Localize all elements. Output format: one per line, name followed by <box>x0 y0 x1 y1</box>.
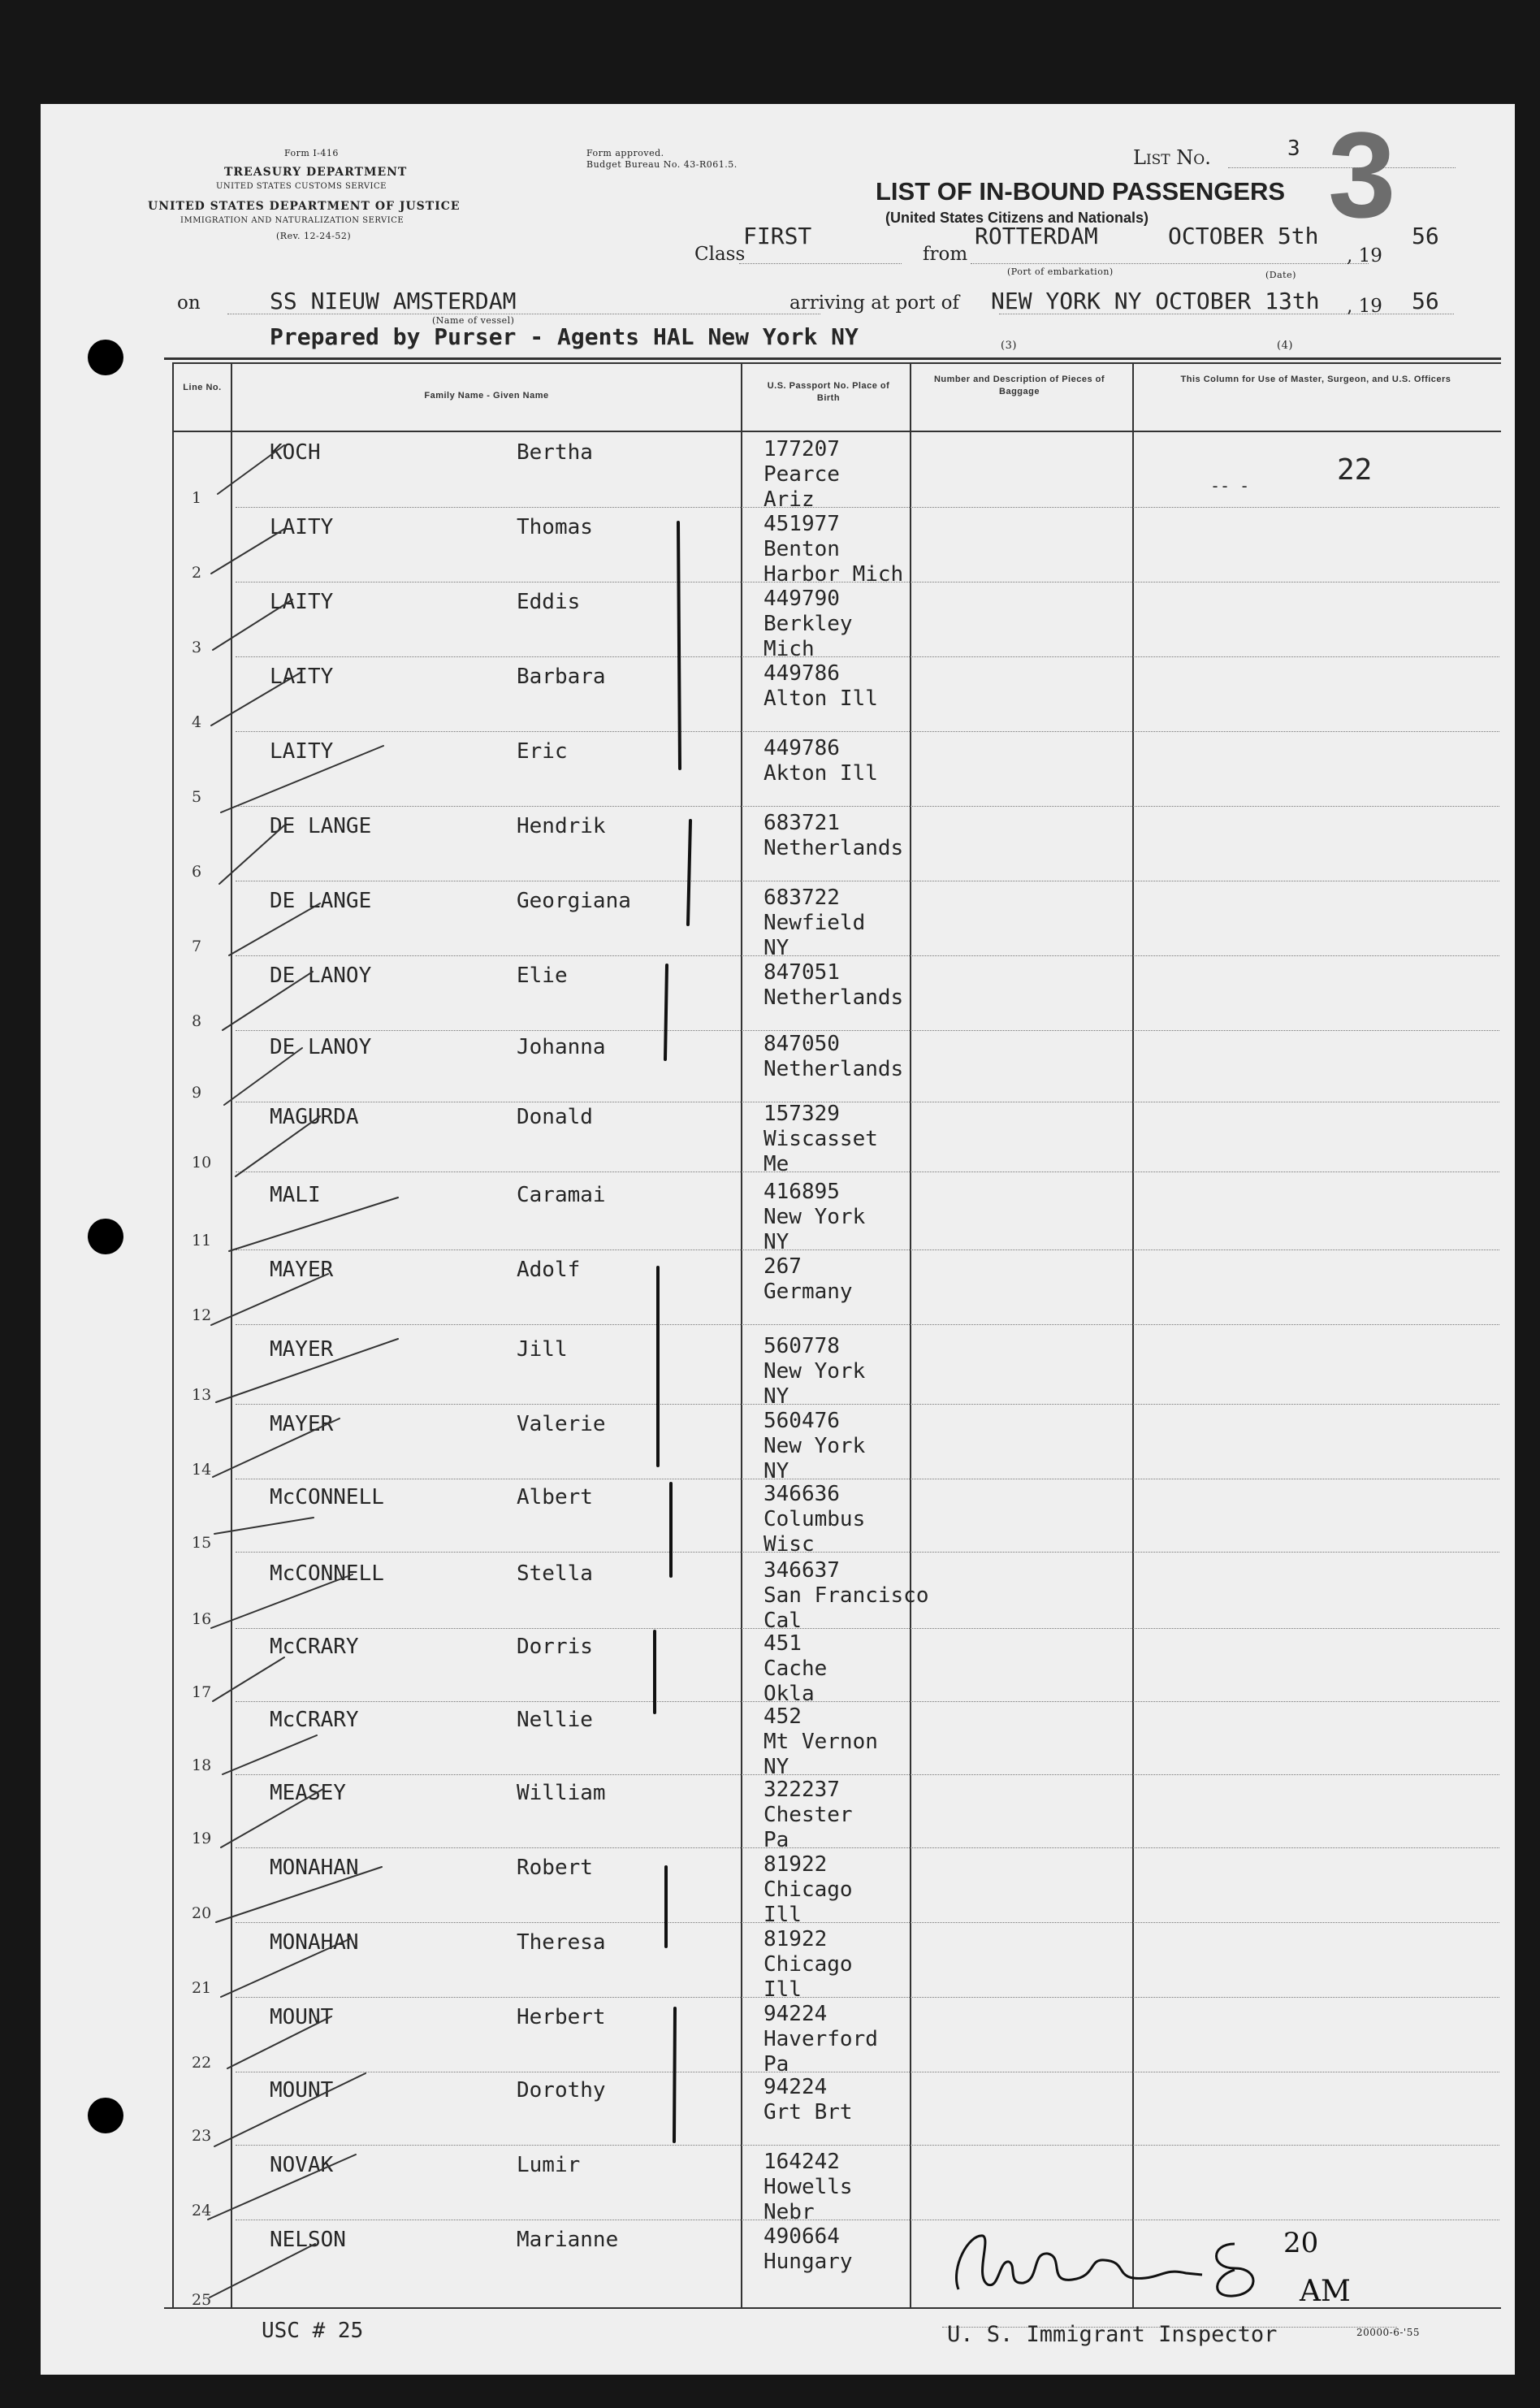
justice-dept: UNITED STATES DEPARTMENT OF JUSTICE <box>148 200 461 213</box>
col-officers: This Column for Use of Master, Surgeon, and U.S. Officers <box>1180 375 1451 384</box>
officer-note: 22 <box>1337 453 1373 487</box>
binder-hole <box>88 1219 123 1254</box>
passport-birthplace: 81922 Chicago Ill <box>764 1852 853 1927</box>
class-value: FIRST <box>743 223 812 249</box>
line-number: 22 <box>192 2054 212 2072</box>
line-number: 18 <box>192 1756 212 1774</box>
date-value: OCTOBER 5th <box>1168 223 1319 249</box>
given-name: Lumir <box>517 2153 581 2177</box>
check-marks <box>208 445 398 2298</box>
inspector-signature <box>942 2211 1365 2309</box>
family-name: LAITY <box>270 665 334 689</box>
line-number: 23 <box>192 2127 212 2145</box>
family-name: MOUNT <box>270 2005 334 2029</box>
passport-birthplace: 157329 Wiscasset Me <box>764 1102 878 1176</box>
passenger-list-page <box>41 104 1515 2375</box>
passport-birthplace: 847051 Netherlands <box>764 960 904 1010</box>
budget-bureau: Budget Bureau No. 43-R061.5. <box>586 159 738 170</box>
ins-service: IMMIGRATION AND NATURALIZATION SERVICE <box>180 216 404 225</box>
family-name: MAYER <box>270 1258 334 1282</box>
family-name: MOUNT <box>270 2078 334 2103</box>
passport-birthplace: 322237 Chester Pa <box>764 1778 853 1852</box>
given-name: William <box>517 1781 606 1805</box>
line-number: 2 <box>192 564 202 582</box>
line-number: 20 <box>192 1904 212 1922</box>
family-name: McCRARY <box>270 1708 359 1732</box>
family-name: LAITY <box>270 739 334 764</box>
on-label: on <box>177 292 201 314</box>
given-name: Robert <box>517 1856 593 1880</box>
col3-number: (3) <box>1001 340 1017 352</box>
family-name: MAYER <box>270 1412 334 1436</box>
family-name: LAITY <box>270 590 334 614</box>
family-name: NOVAK <box>270 2153 334 2177</box>
form-number: Form I-416 <box>284 148 339 158</box>
line-number: 8 <box>192 1012 202 1030</box>
line-number: 6 <box>192 863 202 881</box>
line-number: 13 <box>192 1386 212 1404</box>
passport-birthplace: 416895 New York NY <box>764 1180 866 1254</box>
line-number: 3 <box>192 639 202 656</box>
family-name: DE LANGE <box>270 814 372 838</box>
given-name: Caramai <box>517 1183 606 1207</box>
family-name: McCRARY <box>270 1635 359 1659</box>
form-subtitle: (United States Citizens and Nationals) <box>885 210 1149 226</box>
given-name: Bertha <box>517 440 593 465</box>
passport-birthplace: 94224 Grt Brt <box>764 2075 853 2124</box>
given-name: Johanna <box>517 1035 606 1059</box>
given-name: Nellie <box>517 1708 593 1732</box>
family-name: MAYER <box>270 1337 334 1362</box>
passport-birthplace: 346637 San Francisco Cal <box>764 1558 929 1633</box>
binder-hole <box>88 340 123 375</box>
given-name: Dorris <box>517 1635 593 1659</box>
line-number: 19 <box>192 1830 212 1847</box>
arrival-year-prefix: , 19 <box>1347 296 1382 317</box>
form-approved: Form approved. <box>586 148 664 158</box>
class-label: Class <box>694 244 746 265</box>
arrival-value: NEW YORK NY OCTOBER 13th <box>991 288 1320 314</box>
line-number: 25 <box>192 2291 212 2309</box>
form-title: LIST OF IN-BOUND PASSENGERS <box>876 177 1286 206</box>
inspector-label: U. S. Immigrant Inspector <box>947 2322 1278 2347</box>
from-value: ROTTERDAM <box>975 223 1098 249</box>
customs-service: UNITED STATES CUSTOMS SERVICE <box>216 182 387 191</box>
family-name: DE LANGE <box>270 889 372 913</box>
passport-birthplace: 847050 Netherlands <box>764 1032 904 1081</box>
vessel-name: SS NIEUW AMSTERDAM <box>270 288 517 314</box>
passport-birthplace: 683722 Newfield NY <box>764 886 866 960</box>
given-name: Theresa <box>517 1930 606 1955</box>
list-no-label: List No. <box>1133 146 1211 169</box>
passport-birthplace: 94224 Haverford Pa <box>764 2002 878 2077</box>
given-name: Georgiana <box>517 889 631 913</box>
family-name: MAGURDA <box>270 1105 359 1129</box>
arriving-label: arriving at port of <box>789 292 959 314</box>
line-number: 7 <box>192 938 202 955</box>
line-number: 24 <box>192 2202 212 2220</box>
passport-birthplace: 177207 Pearce Ariz <box>764 437 840 512</box>
line-number: 12 <box>192 1306 212 1324</box>
signature-time: 20 <box>1283 2227 1319 2259</box>
family-name: DE LANOY <box>270 964 372 988</box>
usc-number: USC # 25 <box>262 2319 364 2343</box>
passport-birthplace: 490664 Hungary <box>764 2224 853 2274</box>
given-name: Dorothy <box>517 2078 606 2103</box>
line-number: 9 <box>192 1084 202 1102</box>
given-name: Adolf <box>517 1258 581 1282</box>
passport-birthplace: 560778 New York NY <box>764 1334 866 1409</box>
passport-birthplace: 449786 Alton Ill <box>764 661 878 711</box>
line-number: 15 <box>192 1534 212 1552</box>
passport-birthplace: 449786 Akton Ill <box>764 736 878 786</box>
family-name: MONAHAN <box>270 1856 359 1880</box>
svg-text:AM: AM <box>1300 2275 1351 2308</box>
passport-birthplace: 451977 Benton Harbor Mich <box>764 512 904 587</box>
given-name: Donald <box>517 1105 593 1129</box>
family-name: LAITY <box>270 515 334 539</box>
passport-birthplace: 560476 New York NY <box>764 1409 866 1483</box>
family-name: MONAHAN <box>270 1930 359 1955</box>
date-caption: (Date) <box>1265 270 1296 280</box>
col-line-no: Line No. <box>183 383 222 392</box>
given-name: Barbara <box>517 665 606 689</box>
pen-brackets <box>41 104 1515 2375</box>
family-name: McCONNELL <box>270 1561 384 1586</box>
family-name: MALI <box>270 1183 321 1207</box>
line-number: 11 <box>192 1232 212 1249</box>
given-name: Valerie <box>517 1412 606 1436</box>
family-name: MEASEY <box>270 1781 346 1805</box>
col-baggage: Number and Description of Pieces of Baggage <box>933 375 1105 396</box>
given-name: Eddis <box>517 590 581 614</box>
passport-birthplace: 683721 Netherlands <box>764 811 904 860</box>
given-name: Eric <box>517 739 568 764</box>
family-name: DE LANOY <box>270 1035 372 1059</box>
passport-birthplace: 452 Mt Vernon NY <box>764 1704 878 1779</box>
port-caption: (Port of embarkation) <box>1007 266 1114 277</box>
list-no-value: 3 <box>1287 136 1300 161</box>
given-name: Herbert <box>517 2005 606 2029</box>
arrival-year: 56 <box>1412 288 1439 314</box>
binder-hole <box>88 2098 123 2133</box>
prepared-by: Prepared by Purser - Agents HAL New York NY <box>270 323 859 350</box>
line-number: 16 <box>192 1610 212 1628</box>
line-number: 5 <box>192 788 202 806</box>
treasury-dept: TREASURY DEPARTMENT <box>224 166 408 179</box>
stamped-list-number: 3 <box>1328 106 1396 243</box>
col4-number: (4) <box>1277 340 1293 352</box>
passport-birthplace: 267 Germany <box>764 1254 853 1304</box>
line-number: 1 <box>192 489 202 507</box>
given-name: Jill <box>517 1337 568 1362</box>
family-name: KOCH <box>270 440 321 465</box>
line-number: 17 <box>192 1683 212 1701</box>
passport-birthplace: 449790 Berkley Mich <box>764 587 853 661</box>
passport-birthplace: 346636 Columbus Wisc <box>764 1482 866 1557</box>
given-name: Stella <box>517 1561 593 1586</box>
passport-birthplace: 164242 Howells Nebr <box>764 2150 853 2224</box>
col-passport: U.S. Passport No. Place of Birth <box>767 381 890 403</box>
line-number: 14 <box>192 1461 212 1479</box>
revision: (Rev. 12-24-52) <box>276 231 352 241</box>
passport-birthplace: 81922 Chicago Ill <box>764 1927 853 2002</box>
line-number: 4 <box>192 713 202 731</box>
passport-birthplace: 451 Cache Okla <box>764 1631 828 1706</box>
officer-dash: -- - <box>1210 476 1250 496</box>
vessel-caption: (Name of vessel) <box>432 315 515 326</box>
line-number: 10 <box>192 1154 212 1172</box>
from-label: from <box>923 244 968 265</box>
year-prefix: , 19 <box>1347 245 1382 266</box>
given-name: Elie <box>517 964 568 988</box>
given-name: Marianne <box>517 2228 619 2252</box>
given-name: Hendrik <box>517 814 606 838</box>
line-number: 21 <box>192 1979 212 1997</box>
family-name: NELSON <box>270 2228 346 2252</box>
given-name: Albert <box>517 1485 593 1509</box>
family-name: McCONNELL <box>270 1485 384 1509</box>
year-value: 56 <box>1412 223 1439 249</box>
col-name: Family Name - Given Name <box>424 391 549 401</box>
given-name: Thomas <box>517 515 593 539</box>
print-code: 20000-6-'55 <box>1356 2327 1420 2338</box>
